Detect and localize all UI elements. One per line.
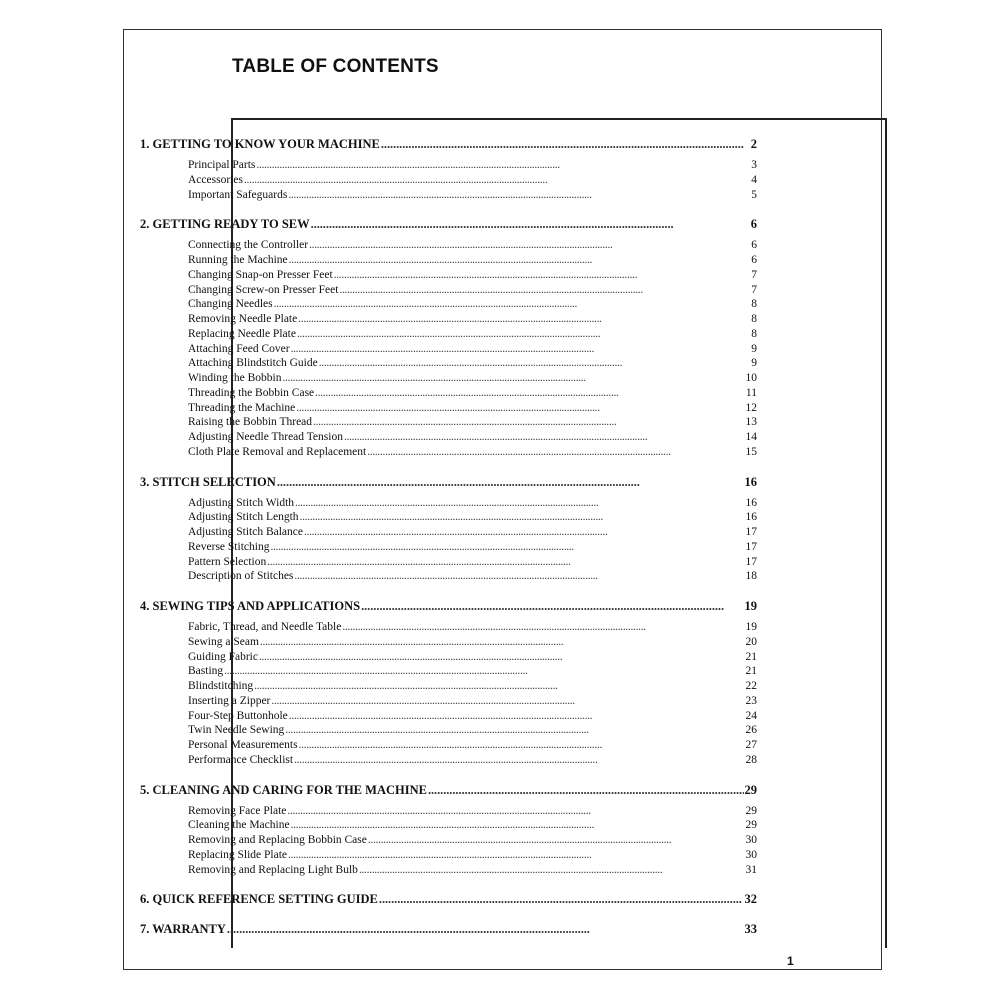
toc-entry-page: 31 xyxy=(745,863,757,876)
toc-section-page: 29 xyxy=(744,782,757,797)
toc-entry-page: 21 xyxy=(745,665,757,678)
toc-entry xyxy=(188,818,757,833)
toc-entry-page: 11 xyxy=(745,386,757,399)
dot-leader xyxy=(315,386,745,401)
toc-entry-label: Principal Parts xyxy=(188,159,256,171)
section-spacer xyxy=(140,907,757,915)
toc-subsection-list xyxy=(188,804,757,878)
toc-entry-page: 29 xyxy=(745,804,757,817)
toc-entry-page: 22 xyxy=(745,680,757,692)
toc-entry-label: Replacing Needle Plate xyxy=(188,327,296,340)
toc-entry-page: 27 xyxy=(745,739,757,751)
toc-entry-label: Adjusting Stitch Width xyxy=(188,496,295,509)
dot-leader xyxy=(428,782,744,798)
dot-leader xyxy=(291,342,751,357)
toc-entry xyxy=(188,496,757,511)
toc-entry-label: Changing Needles xyxy=(188,298,273,311)
dot-leader xyxy=(359,863,745,878)
toc-entry xyxy=(188,525,757,540)
toc-entry-label: Changing Screw-on Presser Feet xyxy=(188,283,339,296)
toc-section-7 xyxy=(140,921,757,937)
toc-entry xyxy=(188,173,757,188)
toc-entry-page: 19 xyxy=(745,621,757,633)
toc-entry xyxy=(188,297,757,312)
toc-entry xyxy=(188,371,757,386)
toc-entry-label: Four-Step Buttonhole xyxy=(188,709,288,722)
dot-leader xyxy=(342,620,744,635)
dot-leader xyxy=(319,356,751,371)
toc-entry xyxy=(188,356,757,371)
toc-entry-label: Attaching Blindstitch Guide xyxy=(188,357,318,370)
toc-entry-label: Sewing a Seam xyxy=(188,635,259,648)
toc-entry-label: Adjusting Stitch Balance xyxy=(188,526,303,538)
toc-entry-label: Fabric, Thread, and Needle Table xyxy=(188,621,342,633)
toc-entry-page: 5 xyxy=(751,188,757,201)
toc-section-2 xyxy=(140,216,757,232)
toc-entry-label: Inserting a Zipper xyxy=(188,694,271,707)
toc-entry-label: Blindstitching xyxy=(188,680,254,692)
toc-entry-page: 30 xyxy=(745,848,757,861)
dot-leader xyxy=(271,694,744,709)
dot-leader xyxy=(227,921,744,937)
toc-entry-label: Basting xyxy=(188,665,224,678)
toc-entry-page: 6 xyxy=(751,239,757,252)
toc-entry-label: Threading the Bobbin Case xyxy=(188,386,315,399)
toc-entry-page: 10 xyxy=(745,372,757,384)
page-number: 1 xyxy=(787,954,794,968)
toc-entry xyxy=(188,753,757,768)
toc-entry xyxy=(188,569,757,584)
dot-leader xyxy=(277,474,744,490)
toc-section-5 xyxy=(140,782,757,798)
dot-leader xyxy=(339,283,750,298)
dot-leader xyxy=(381,136,750,152)
toc-section-page: 16 xyxy=(744,474,757,489)
toc-entry xyxy=(188,327,757,342)
dot-leader xyxy=(285,723,744,738)
toc-entry xyxy=(188,620,757,635)
dot-leader xyxy=(267,555,744,570)
dot-leader xyxy=(309,238,750,253)
toc-entry-page: 24 xyxy=(745,709,757,722)
toc-section-label: 5. CLEANING AND CARING FOR THE MACHINE xyxy=(140,782,427,797)
toc-entry-label: Pattern Selection xyxy=(188,555,267,568)
toc-entry xyxy=(188,738,757,753)
toc-entry xyxy=(188,238,757,253)
dot-leader xyxy=(274,297,751,312)
toc-entry xyxy=(188,268,757,283)
toc-entry-page: 8 xyxy=(751,298,757,311)
toc-entry-label: Raising the Bobbin Thread xyxy=(188,416,313,429)
toc-section-page: 32 xyxy=(744,892,757,907)
toc-entry xyxy=(188,804,757,819)
toc-entry-page: 8 xyxy=(751,327,757,340)
toc-entry xyxy=(188,635,757,650)
dot-leader xyxy=(361,598,743,614)
toc-entry-page: 30 xyxy=(745,834,757,846)
dot-leader xyxy=(224,664,744,679)
toc-subsection-list xyxy=(188,158,757,202)
dot-leader xyxy=(295,496,744,511)
section-spacer xyxy=(140,877,757,885)
toc-entry xyxy=(188,540,757,555)
dot-leader xyxy=(311,216,750,232)
toc-entry-page: 17 xyxy=(745,540,757,553)
section-spacer xyxy=(140,460,757,468)
toc-entry xyxy=(188,312,757,327)
toc-entry-label: Removing and Replacing Bobbin Case xyxy=(188,834,367,846)
toc-entry-label: Changing Snap-on Presser Feet xyxy=(188,268,333,281)
toc-entry xyxy=(188,415,757,430)
toc-section-label: 1. GETTING TO KNOW YOUR MACHINE xyxy=(140,137,380,151)
toc-entry xyxy=(188,342,757,357)
toc-entry-label: Adjusting Needle Thread Tension xyxy=(188,431,343,443)
dot-leader xyxy=(368,833,745,848)
toc-entry-label: Cloth Plate Removal and Replacement xyxy=(188,445,367,458)
toc-subsection-list xyxy=(188,620,757,768)
toc-entry-label: Performance Checklist xyxy=(188,753,294,766)
toc-entry-page: 21 xyxy=(745,650,757,663)
toc-entry-page: 13 xyxy=(745,416,757,429)
toc-section-label: 6. QUICK REFERENCE SETTING GUIDE xyxy=(140,892,378,907)
toc-entry xyxy=(188,188,757,203)
dot-leader xyxy=(256,158,750,173)
toc-entry xyxy=(188,664,757,679)
toc-entry-label: Winding the Bobbin xyxy=(188,372,282,384)
toc-entry xyxy=(188,863,757,878)
toc-section-page: 19 xyxy=(744,599,757,613)
toc-entry-page: 16 xyxy=(745,496,757,509)
dot-leader xyxy=(367,445,744,460)
toc-entry-page: 12 xyxy=(745,401,757,414)
dot-leader xyxy=(291,818,745,833)
toc-entry-page: 3 xyxy=(751,159,757,171)
dot-leader xyxy=(344,430,745,445)
toc-entry-label: Removing Face Plate xyxy=(188,804,287,817)
toc-entry-page: 23 xyxy=(745,694,757,707)
toc-section-3 xyxy=(140,474,757,490)
dot-leader xyxy=(334,268,751,283)
toc-entry xyxy=(188,694,757,709)
toc-entry xyxy=(188,723,757,738)
toc-entry xyxy=(188,555,757,570)
toc-entry-page: 29 xyxy=(745,819,757,832)
dot-leader xyxy=(379,891,744,907)
toc-entry-page: 28 xyxy=(745,753,757,766)
toc-entry-label: Cleaning the Machine xyxy=(188,819,290,832)
toc-entry-page: 18 xyxy=(745,570,757,583)
dot-leader xyxy=(298,312,750,327)
toc-entry-page: 9 xyxy=(751,342,757,355)
toc-entry xyxy=(188,848,757,863)
section-spacer xyxy=(140,768,757,776)
toc-section-label: 4. SEWING TIPS AND APPLICATIONS xyxy=(140,599,361,613)
toc-section-page: 6 xyxy=(750,217,757,232)
toc-subsection-list xyxy=(188,238,757,459)
toc-entry-page: 14 xyxy=(745,431,757,443)
toc-section-label: 7. WARRANTY xyxy=(140,922,226,937)
toc-entry-label: Description of Stitches xyxy=(188,570,294,583)
toc-entry-label: Adjusting Stitch Length xyxy=(188,511,299,524)
toc-entry-page: 9 xyxy=(751,357,757,370)
toc-entry xyxy=(188,445,757,460)
toc-entry-label: Twin Needle Sewing xyxy=(188,724,285,737)
toc-entry xyxy=(188,510,757,525)
toc-entry-label: Reverse Stitching xyxy=(188,540,270,553)
dot-leader xyxy=(294,569,744,584)
dot-leader xyxy=(289,253,751,268)
dot-leader xyxy=(244,173,750,188)
toc-entry xyxy=(188,430,757,445)
dot-leader xyxy=(288,188,750,203)
toc-entry-page: 20 xyxy=(745,635,757,648)
section-spacer xyxy=(140,584,757,592)
dot-leader xyxy=(259,650,745,665)
toc-entry-page: 17 xyxy=(745,526,757,538)
toc-section-6 xyxy=(140,891,757,907)
toc-entry-label: Replacing Slide Plate xyxy=(188,848,288,861)
toc-section-1 xyxy=(140,136,757,152)
dot-leader xyxy=(297,327,750,342)
toc-entry-label: Threading the Machine xyxy=(188,401,296,414)
toc-entry xyxy=(188,679,757,694)
toc-entry-label: Accessories xyxy=(188,173,243,186)
dot-leader xyxy=(288,848,744,863)
toc-section-page: 2 xyxy=(750,137,757,151)
toc-entry-page: 4 xyxy=(751,173,757,186)
toc-entry-label: Important Safeguards xyxy=(188,188,288,201)
dot-leader xyxy=(287,804,744,819)
toc-section-label: 2. GETTING READY TO SEW xyxy=(140,217,310,232)
toc-entry xyxy=(188,158,757,173)
dot-leader xyxy=(313,415,744,430)
dot-leader xyxy=(270,540,744,555)
page-title: TABLE OF CONTENTS xyxy=(232,56,439,77)
table-of-contents xyxy=(140,136,757,937)
section-spacer xyxy=(140,202,757,210)
dot-leader xyxy=(254,679,744,694)
toc-entry xyxy=(188,401,757,416)
toc-entry-label: Connecting the Controller xyxy=(188,239,309,252)
toc-entry-page: 7 xyxy=(751,268,757,281)
toc-subsection-list xyxy=(188,496,757,585)
toc-entry xyxy=(188,650,757,665)
toc-entry-page: 16 xyxy=(745,511,757,524)
toc-entry-label: Guiding Fabric xyxy=(188,650,258,663)
dot-leader xyxy=(289,709,745,724)
dot-leader xyxy=(296,401,744,416)
toc-entry-page: 17 xyxy=(745,555,757,568)
toc-entry xyxy=(188,833,757,848)
dot-leader xyxy=(294,753,744,768)
toc-entry xyxy=(188,386,757,401)
dot-leader xyxy=(260,635,745,650)
toc-entry-page: 7 xyxy=(751,283,757,296)
dot-leader xyxy=(282,371,744,386)
toc-entry-label: Personal Measurements xyxy=(188,739,298,751)
toc-entry-label: Running the Machine xyxy=(188,254,288,266)
toc-entry xyxy=(188,283,757,298)
toc-entry-page: 15 xyxy=(745,445,757,458)
toc-entry-label: Removing Needle Plate xyxy=(188,313,298,325)
dot-leader xyxy=(304,525,745,540)
dot-leader xyxy=(300,510,745,525)
toc-entry-page: 8 xyxy=(751,313,757,325)
toc-entry xyxy=(188,253,757,268)
toc-entry-label: Removing and Replacing Light Bulb xyxy=(188,863,358,876)
toc-section-4 xyxy=(140,598,757,614)
toc-section-label: 3. STITCH SELECTION xyxy=(140,474,276,489)
toc-entry-page: 26 xyxy=(745,724,757,737)
toc-entry-page: 6 xyxy=(751,254,757,266)
toc-section-page: 33 xyxy=(744,922,757,937)
toc-entry xyxy=(188,709,757,724)
toc-entry-label: Attaching Feed Cover xyxy=(188,342,290,355)
dot-leader xyxy=(299,738,745,753)
